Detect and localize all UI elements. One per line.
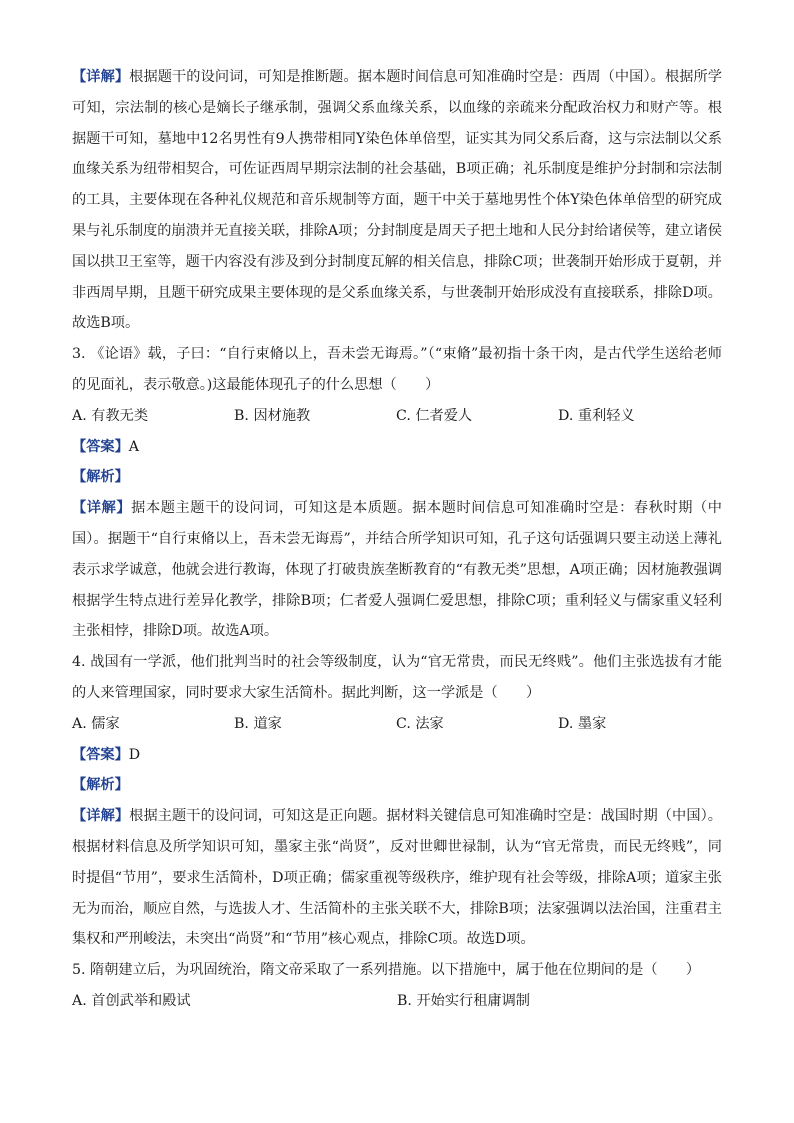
- document-page: [72, 62, 722, 1017]
- q3-analysis: [72, 462, 722, 493]
- q3-option-c: C. 仁者爱人: [396, 407, 473, 424]
- q4-option-d: D. 墨家: [558, 715, 607, 732]
- q3-option-d: D. 重利轻义: [558, 407, 635, 424]
- detail-tag: 【详解】: [72, 69, 130, 85]
- q2-conclusion: 故选B项。: [72, 315, 140, 332]
- q5-option-b: B. 开始实行租庸调制: [397, 992, 530, 1009]
- q4-option-a: A. 儒家: [72, 715, 120, 732]
- q4-option-c: C. 法家: [396, 715, 444, 732]
- q4-stem: 4. 战国有一学派，他们批判当时的社会等级制度，认为“官无常贵，而民无终贱”。他们主张选拔有才能的人来管理国家，同时要求大家生活简朴。据此判断，这一学派是（ ）: [72, 654, 722, 701]
- q5-stem: 5. 隋朝建立后，为巩固统治，隋文帝采取了一系列措施。以下措施中，属于他在位期间的是（ ）: [72, 962, 701, 979]
- q4-answer-value: D: [128, 746, 141, 763]
- q3-options: [72, 401, 722, 432]
- answer-tag: 【答案】: [72, 746, 129, 763]
- q2-detail: [72, 62, 722, 308]
- q4-analysis: [72, 770, 722, 801]
- q3-detail-text: 据本题主题干的设问词，可知这是本质题。据本题时间信息可知准确时空是：春秋时期（中国）。据题干“自行束脩以上，吾未尝无诲焉”，并结合所学知识可知，孔子这句话强调只要主动送上薄礼表示求学诚意，他就会进行教诲，体现了打破贵族垄断教育的“有教无类”思想，A项正确；因材施教强调根据学生特点进行差异化教学，排除B项；仁者爱人强调仁爱思想，排除C项；重利轻义与儒家重义轻利主张相悖，排除D项。故选A项。: [72, 500, 722, 640]
- q4-option-b: B. 道家: [234, 715, 282, 732]
- detail-tag: 【详解】: [72, 808, 130, 825]
- q5-option-a: A. 首创武举和殿试: [72, 992, 191, 1009]
- analysis-tag: 【解析】: [72, 777, 129, 794]
- q3-detail: [72, 493, 722, 647]
- q3-stem: 3. 《论语》载，子曰：“自行束脩以上，吾未尝无诲焉。”（“束脩”最初指十条干肉，是古代学生送给老师的见面礼，表示敬意。)这最能体现孔子的什么思想（ ）: [72, 346, 722, 393]
- q3-option-a: A. 有教无类: [72, 407, 149, 424]
- q3-answer-value: A: [128, 438, 140, 455]
- q4-options: [72, 709, 722, 740]
- q3-answer: [72, 432, 722, 463]
- answer-tag: 【答案】: [72, 438, 129, 455]
- q4-detail-text: 根据主题干的设问词，可知这是正向题。据材料关键信息可知准确时空是：战国时期（中国）。根据材料信息及所学知识可知，墨家主张“尚贤”，反对世卿世禄制，认为“官无常贵，而民无终贱”，同时提倡“节用”，要求生活简朴，D项正确；儒家重视等级秩序，维护现有社会等级，排除A项；道家主张无为而治，顺应自然，与选拔人才、生活简朴的主张关联不大，排除B项；法家强调以法治国，注重君主集权和严刑峻法，未突出“尚贤”和“节用”核心观点，排除C项。故选D项。: [72, 808, 722, 948]
- analysis-tag: 【解析】: [72, 469, 129, 486]
- detail-tag: 【详解】: [72, 500, 132, 517]
- q5-options: [72, 986, 722, 1017]
- q4-detail: [72, 801, 722, 955]
- q3-option-b: B. 因材施教: [234, 407, 311, 424]
- q4-answer: [72, 740, 722, 771]
- q2-detail-text: 根据题干的设问词，可知是推断题。据本题时间信息可知准确时空是：西周（中国）。根据所学可知，宗法制的核心是嫡长子继承制，强调父系血缘关系，以血缘的亲疏来分配政治权力和财产等。根据题干可知，墓地中12名男性有9人携带相同Y染色体单倍型，证实其为同父系后裔，这与宗法制以父系血缘关系为纽带相契合，可佐证西周早期宗法制的社会基础，B项正确；礼乐制度是维护分封制和宗法制的工具，主要体现在各种礼仪规范和音乐规制等方面，题干中关于墓地男性个体Y染色体单倍型的研究成果与礼乐制度的崩溃并无直接关联，排除A项；分封制度是周天子把土地和人民分封给诸侯等，建立诸侯国以拱卫王室等，题干内容没有涉及到分封制度瓦解的相关信息，排除C项；世袭制开始形成于夏朝，并非西周早期，且题干研究成果主要体现的是父系血缘关系，与世袭制开始形成没有直接联系，排除D项。: [72, 69, 722, 301]
